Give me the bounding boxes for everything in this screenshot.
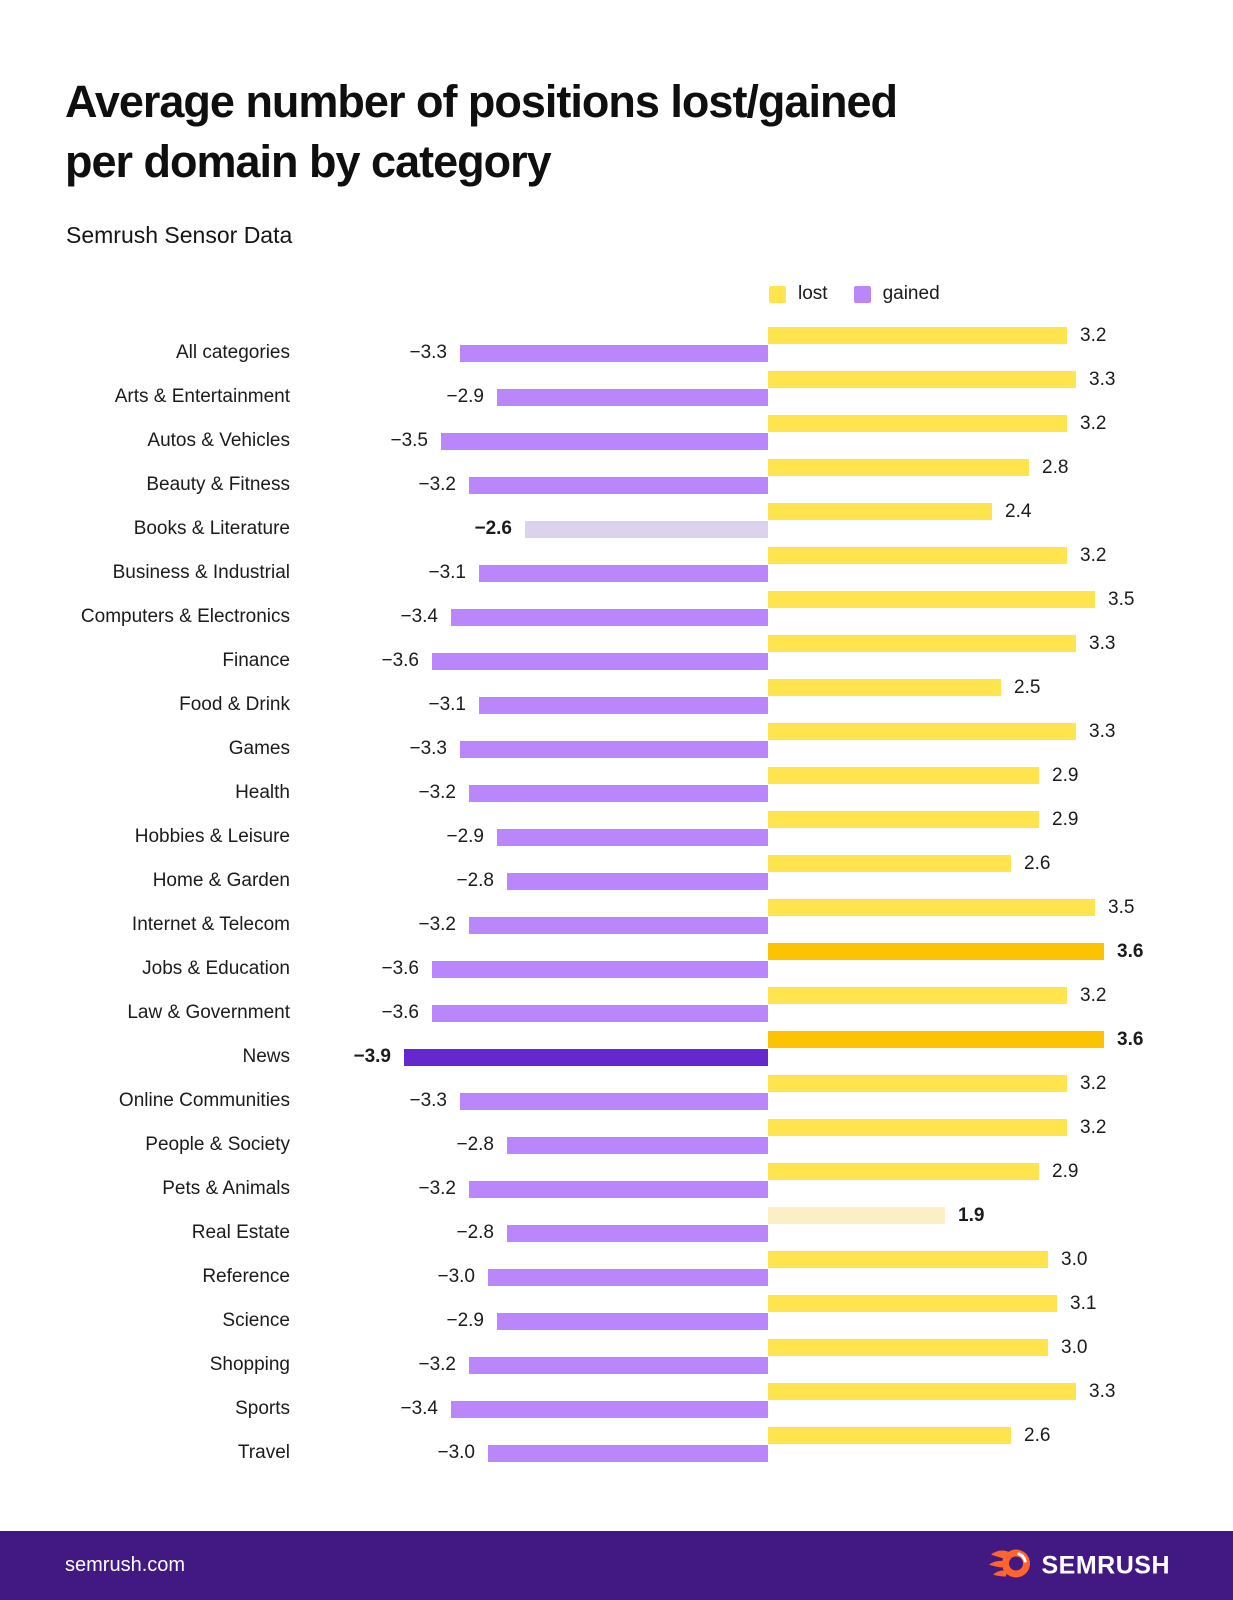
- lost-bar: [768, 1251, 1048, 1268]
- lost-bar: [768, 635, 1076, 652]
- gained-value: −3.2: [418, 474, 456, 495]
- category-row: [0, 459, 1233, 503]
- category-label: Jobs & Education: [142, 958, 290, 979]
- gained-value: −2.9: [446, 1310, 484, 1331]
- lost-value: 3.2: [1080, 1073, 1107, 1094]
- gained-value: −3.4: [400, 606, 438, 627]
- category-label: Shopping: [209, 1354, 290, 1375]
- lost-value: 3.3: [1089, 1381, 1116, 1402]
- lost-value: 2.4: [1005, 501, 1032, 522]
- lost-bar: [768, 1295, 1057, 1312]
- gained-value: −3.6: [381, 650, 419, 671]
- footer-site-text: semrush.com: [65, 1554, 186, 1576]
- gained-value: −3.1: [428, 694, 466, 715]
- category-row: [0, 547, 1233, 591]
- gained-bar: [507, 873, 768, 890]
- category-row: [0, 767, 1233, 811]
- gained-value: −3.2: [418, 914, 456, 935]
- gained-value: −2.9: [446, 386, 484, 407]
- gained-bar: [497, 829, 768, 846]
- gained-bar: [404, 1049, 768, 1066]
- category-label: Health: [235, 782, 290, 803]
- category-row: [0, 591, 1233, 635]
- category-row: [0, 1163, 1233, 1207]
- gained-value: −3.2: [418, 1354, 456, 1375]
- gained-value: −3.2: [418, 1178, 456, 1199]
- page-title-line2: per domain by category: [65, 136, 551, 187]
- category-label: Food & Drink: [179, 694, 290, 715]
- lost-bar: [768, 855, 1011, 872]
- category-label: Arts & Entertainment: [114, 386, 290, 407]
- category-label: Internet & Telecom: [131, 914, 290, 935]
- lost-value: 2.9: [1052, 765, 1079, 786]
- lost-bar: [768, 503, 992, 520]
- category-label: News: [242, 1046, 290, 1067]
- category-label: Hobbies & Leisure: [134, 826, 290, 847]
- lost-bar: [768, 591, 1095, 608]
- footer-bar: [0, 1531, 1233, 1600]
- category-label: All categories: [175, 342, 290, 363]
- lost-value: 3.2: [1080, 545, 1107, 566]
- gained-bar: [460, 345, 768, 362]
- semrush-logo: [989, 1545, 1170, 1586]
- category-row: [0, 503, 1233, 547]
- gained-value: −3.4: [400, 1398, 438, 1419]
- category-label: Home & Garden: [152, 870, 290, 891]
- gained-bar: [460, 741, 768, 758]
- lost-bar: [768, 811, 1039, 828]
- lost-value: 2.9: [1052, 1161, 1079, 1182]
- category-label: Sports: [235, 1398, 290, 1419]
- category-label: Games: [228, 738, 290, 759]
- legend-swatch-gained: [854, 286, 871, 303]
- category-row: [0, 855, 1233, 899]
- lost-bar: [768, 1427, 1011, 1444]
- lost-bar: [768, 943, 1104, 960]
- lost-value: 2.6: [1024, 1425, 1051, 1446]
- gained-bar: [479, 697, 768, 714]
- gained-bar: [432, 1005, 768, 1022]
- gained-bar: [469, 785, 768, 802]
- lost-bar: [768, 1119, 1067, 1136]
- category-row: [0, 327, 1233, 371]
- gained-value: −3.1: [428, 562, 466, 583]
- lost-value: 2.5: [1014, 677, 1041, 698]
- category-row: [0, 943, 1233, 987]
- lost-bar: [768, 1383, 1076, 1400]
- category-row: [0, 679, 1233, 723]
- category-row: [0, 1075, 1233, 1119]
- lost-bar: [768, 987, 1067, 1004]
- lost-value: 1.9: [958, 1205, 985, 1226]
- category-row: [0, 1295, 1233, 1339]
- gained-value: −3.6: [381, 1002, 419, 1023]
- gained-bar: [479, 565, 768, 582]
- category-label: Law & Government: [127, 1002, 290, 1023]
- lost-bar: [768, 371, 1076, 388]
- lost-value: 2.6: [1024, 853, 1051, 874]
- page-title-line1: Average number of positions lost/gained: [65, 76, 897, 127]
- category-row: [0, 635, 1233, 679]
- legend-label-gained: gained: [882, 283, 940, 304]
- gained-value: −3.0: [437, 1442, 475, 1463]
- footer-brand-text: SEMRUSH: [1041, 1551, 1170, 1579]
- category-row: [0, 1339, 1233, 1383]
- legend-label-lost: lost: [798, 283, 828, 304]
- gained-value: −2.8: [456, 1222, 494, 1243]
- gained-value: −2.8: [456, 870, 494, 891]
- category-label: Autos & Vehicles: [147, 430, 290, 451]
- lost-bar: [768, 679, 1001, 696]
- gained-bar: [469, 1181, 768, 1198]
- gained-value: −3.3: [409, 738, 447, 759]
- category-label: Travel: [237, 1442, 290, 1463]
- category-label: Business & Industrial: [112, 562, 290, 583]
- lost-bar: [768, 547, 1067, 564]
- lost-value: 3.2: [1080, 1117, 1107, 1138]
- category-label: Real Estate: [191, 1222, 290, 1243]
- lost-bar: [768, 723, 1076, 740]
- gained-value: −3.3: [409, 342, 447, 363]
- lost-bar: [768, 1163, 1039, 1180]
- lost-bar: [768, 1075, 1067, 1092]
- category-row: [0, 1427, 1233, 1471]
- gained-bar: [451, 1401, 768, 1418]
- lost-bar: [768, 1207, 945, 1224]
- lost-value: 3.2: [1080, 325, 1107, 346]
- gained-value: −3.3: [409, 1090, 447, 1111]
- lost-value: 3.5: [1108, 897, 1135, 918]
- category-label: Science: [222, 1310, 290, 1331]
- gained-bar: [469, 477, 768, 494]
- lost-bar: [768, 327, 1067, 344]
- gained-value: −3.9: [353, 1046, 391, 1067]
- category-row: [0, 371, 1233, 415]
- gained-value: −3.5: [390, 430, 428, 451]
- category-label: People & Society: [145, 1134, 290, 1155]
- gained-bar: [441, 433, 768, 450]
- page-title: [65, 72, 897, 192]
- gained-value: −2.9: [446, 826, 484, 847]
- legend-swatch-lost: [769, 286, 786, 303]
- lost-bar: [768, 415, 1067, 432]
- lost-value: 2.9: [1052, 809, 1079, 830]
- lost-bar: [768, 767, 1039, 784]
- lost-value: 3.6: [1117, 941, 1144, 962]
- lost-value: 3.1: [1070, 1293, 1097, 1314]
- gained-bar: [432, 653, 768, 670]
- lost-value: 3.3: [1089, 633, 1116, 654]
- lost-bar: [768, 459, 1029, 476]
- chart-legend: [769, 283, 940, 305]
- category-label: Online Communities: [118, 1090, 290, 1111]
- gained-bar: [525, 521, 768, 538]
- category-row: [0, 1251, 1233, 1295]
- category-row: [0, 899, 1233, 943]
- semrush-flame-icon: [989, 1545, 1031, 1586]
- category-label: Pets & Animals: [162, 1178, 290, 1199]
- category-row: [0, 1119, 1233, 1163]
- category-row: [0, 811, 1233, 855]
- gained-bar: [497, 1313, 768, 1330]
- lost-bar: [768, 1339, 1048, 1356]
- lost-value: 3.3: [1089, 369, 1116, 390]
- category-label: Reference: [202, 1266, 290, 1287]
- lost-value: 3.5: [1108, 589, 1135, 610]
- category-label: Books & Literature: [133, 518, 290, 539]
- lost-value: 3.2: [1080, 413, 1107, 434]
- lost-value: 2.8: [1042, 457, 1069, 478]
- category-label: Finance: [222, 650, 290, 671]
- lost-bar: [768, 899, 1095, 916]
- gained-bar: [497, 389, 768, 406]
- gained-bar: [432, 961, 768, 978]
- category-label: Beauty & Fitness: [146, 474, 290, 495]
- gained-bar: [469, 917, 768, 934]
- category-row: [0, 1207, 1233, 1251]
- gained-bar: [460, 1093, 768, 1110]
- lost-value: 3.3: [1089, 721, 1116, 742]
- gained-bar: [507, 1137, 768, 1154]
- lost-bar: [768, 1031, 1104, 1048]
- category-row: [0, 1031, 1233, 1075]
- category-row: [0, 987, 1233, 1031]
- gained-value: −2.6: [474, 518, 512, 539]
- lost-value: 3.6: [1117, 1029, 1144, 1050]
- gained-bar: [488, 1445, 768, 1462]
- gained-bar: [469, 1357, 768, 1374]
- gained-value: −2.8: [456, 1134, 494, 1155]
- page-subtitle: Semrush Sensor Data: [66, 222, 293, 248]
- lost-value: 3.2: [1080, 985, 1107, 1006]
- gained-bar: [451, 609, 768, 626]
- category-row: [0, 1383, 1233, 1427]
- gained-value: −3.2: [418, 782, 456, 803]
- gained-value: −3.6: [381, 958, 419, 979]
- gained-value: −3.0: [437, 1266, 475, 1287]
- gained-bar: [488, 1269, 768, 1286]
- lost-value: 3.0: [1061, 1249, 1088, 1270]
- category-row: [0, 723, 1233, 767]
- gained-bar: [507, 1225, 768, 1242]
- category-row: [0, 415, 1233, 459]
- lost-value: 3.0: [1061, 1337, 1088, 1358]
- category-label: Computers & Electronics: [80, 606, 290, 627]
